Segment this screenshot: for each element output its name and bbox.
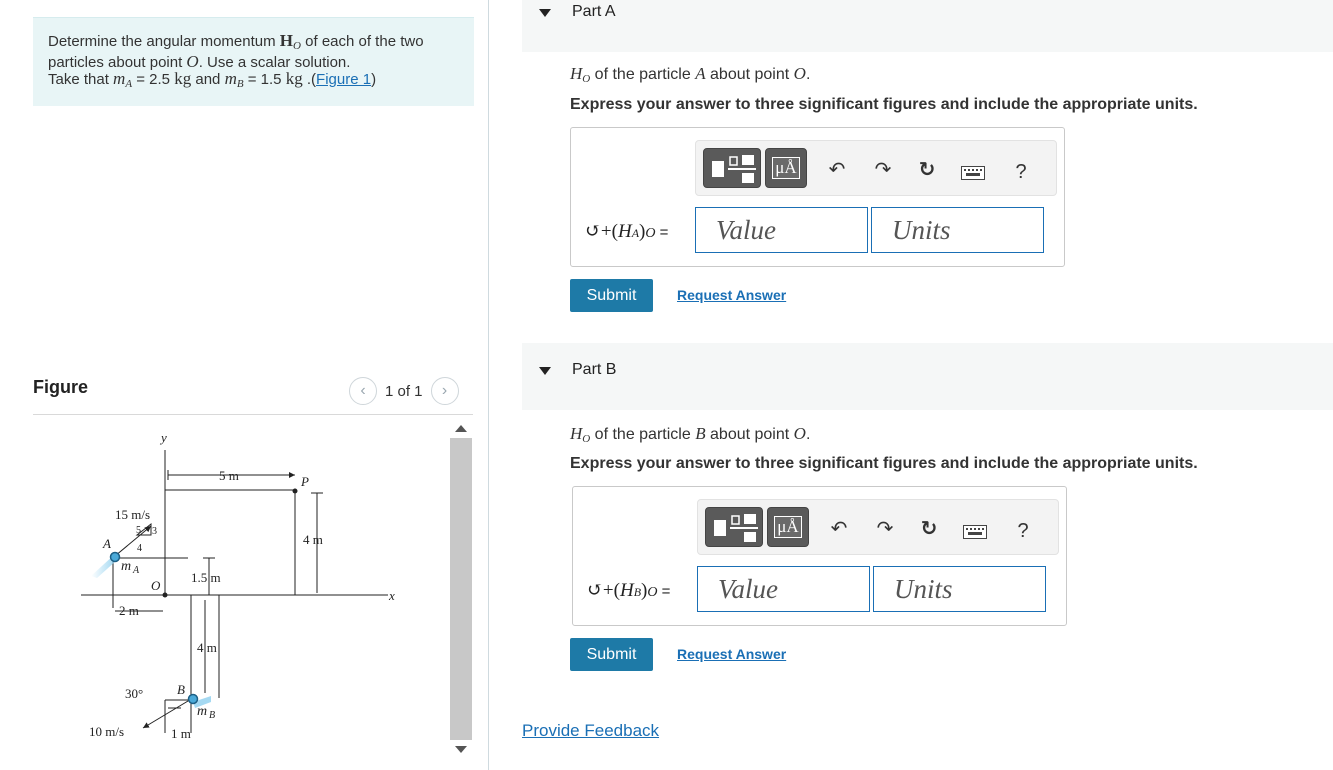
problem-statement: [33, 17, 474, 106]
part-b-submit-button[interactable]: Submit: [570, 638, 653, 671]
units-button[interactable]: μÅ: [765, 148, 807, 188]
label-vA: 15 m/s: [115, 507, 151, 522]
reset-icon[interactable]: ↻: [920, 518, 938, 540]
label-30deg: 30°: [125, 686, 144, 701]
part-a-title: Part A: [572, 3, 616, 20]
problem-line-3: Take that $m_A = 2.5$ kg and $m_B = 1.5$ kg .(Figure 1): [48, 69, 377, 90]
label-O: O: [151, 578, 161, 593]
provide-feedback-link[interactable]: Provide Feedback: [522, 721, 660, 740]
part-a-lhs: ↺+(HA)O =: [585, 221, 669, 242]
label-mA: m: [121, 559, 132, 574]
part-b-value-input[interactable]: Value: [697, 566, 870, 612]
part-b-toolbar: [697, 499, 1059, 555]
particle-A: [111, 553, 120, 562]
collapse-triangle-icon[interactable]: [539, 367, 551, 375]
label-mB: m: [197, 704, 208, 719]
label-mA-sub: A: [133, 565, 140, 576]
chevron-right-icon[interactable]: ›: [431, 377, 459, 405]
chevron-left-icon[interactable]: ‹: [349, 377, 377, 405]
collapse-triangle-icon[interactable]: [539, 9, 551, 17]
keyboard-icon[interactable]: [962, 522, 988, 545]
scroll-down-icon[interactable]: [455, 746, 467, 753]
redo-icon[interactable]: ↷: [874, 159, 892, 181]
fraction-template-icon[interactable]: [705, 507, 763, 547]
part-a-header[interactable]: [522, 0, 1333, 52]
column-divider: [488, 0, 489, 770]
part-b-question: $H_O$ of the particle B about point O.: [570, 424, 811, 445]
part-b-answer-box: [572, 486, 1067, 626]
part-b-units-input[interactable]: Units: [873, 566, 1046, 612]
label-3: 3: [152, 526, 157, 537]
part-b-request-answer-link[interactable]: Request Answer: [677, 646, 787, 662]
label-B: B: [177, 682, 185, 697]
help-icon[interactable]: ?: [1015, 161, 1027, 183]
part-b-title: Part B: [572, 361, 617, 378]
figure-diagram: [33, 418, 443, 768]
fraction-template-icon[interactable]: [703, 148, 761, 188]
label-vB: 10 m/s: [89, 724, 125, 739]
part-a-toolbar: [695, 140, 1057, 196]
figure-pager: [349, 378, 459, 404]
keyboard-icon[interactable]: [960, 163, 986, 186]
label-4: 4: [137, 543, 142, 554]
label-4m-bottom: 4 m: [197, 640, 217, 655]
point-P: [293, 489, 298, 494]
part-a-submit-button[interactable]: Submit: [570, 279, 653, 312]
problem-line-1: Determine the angular momentum $H_O$ of each of the two: [48, 31, 424, 52]
figure-link[interactable]: Figure 1: [316, 71, 372, 88]
part-a-question: $H_O$ of the particle A about point O.: [570, 64, 811, 85]
label-A: A: [103, 536, 111, 551]
part-a-answer-box: [570, 127, 1065, 267]
part-a-instruction: Express your answer to three significant figures and include the appropriate units.: [570, 96, 1198, 113]
label-P: P: [301, 474, 309, 489]
figure-title: Figure: [33, 377, 89, 397]
part-a-value-input[interactable]: Value: [695, 207, 868, 253]
label-mB-sub: B: [209, 710, 216, 721]
part-b-header[interactable]: [522, 343, 1333, 410]
units-button[interactable]: μÅ: [767, 507, 809, 547]
label-1m: 1 m: [171, 726, 191, 741]
label-2m: 2 m: [119, 603, 139, 618]
undo-icon[interactable]: ↶: [828, 159, 846, 181]
label-4m-right: 4 m: [303, 532, 323, 547]
redo-icon[interactable]: ↷: [876, 518, 894, 540]
scroll-up-icon[interactable]: [455, 425, 467, 432]
point-O: [163, 593, 168, 598]
part-a-units-input[interactable]: Units: [871, 207, 1044, 253]
scrollbar-thumb[interactable]: [450, 438, 472, 740]
label-x: x: [389, 588, 395, 603]
figure-scrollbar[interactable]: [450, 420, 472, 760]
problem-line-2: particles about point O. Use a scalar solution.: [48, 52, 351, 71]
label-5m: 5 m: [219, 468, 239, 483]
reset-icon[interactable]: ↻: [918, 159, 936, 181]
undo-icon[interactable]: ↶: [830, 518, 848, 540]
label-y: y: [161, 430, 167, 445]
part-b-instruction: Express your answer to three significant figures and include the appropriate units.: [570, 455, 1198, 472]
help-icon[interactable]: ?: [1017, 520, 1029, 542]
part-a-request-answer-link[interactable]: Request Answer: [677, 287, 787, 303]
pager-text: 1 of 1: [385, 382, 423, 400]
label-1p5m: 1.5 m: [191, 570, 221, 585]
label-5: 5: [136, 525, 141, 536]
particle-B: [189, 695, 198, 704]
figure-divider: [33, 414, 473, 415]
part-b-lhs: ↺+(HB)O =: [587, 580, 671, 601]
